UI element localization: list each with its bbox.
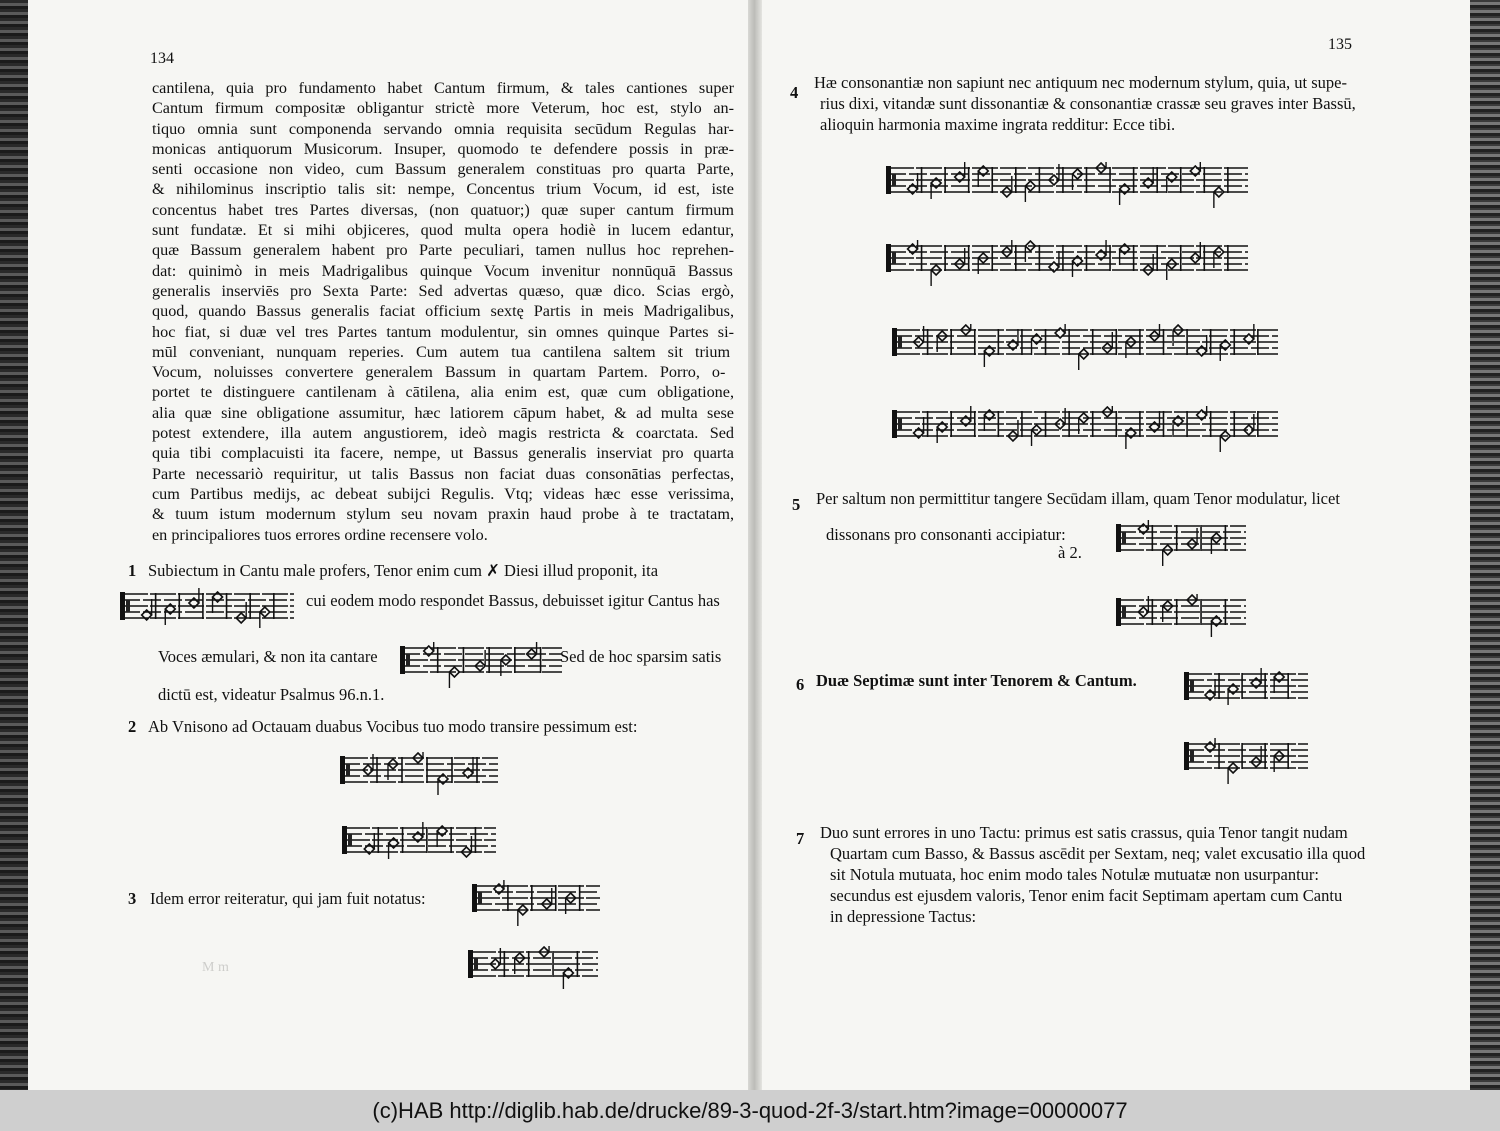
item-7-line5: in depressione Tactus: xyxy=(830,907,977,926)
item-4-number: 4 xyxy=(790,83,799,102)
scan-edge-right xyxy=(1470,0,1500,1090)
paragraph-line: Cantum firmum compositæ obligantur strictè more Veterum, hoc est, stylo an- xyxy=(152,99,734,118)
left-paragraph xyxy=(152,78,734,545)
item-4-line2: rius dixi, vitandæ sunt dissonantiæ & consonantiæ crassæ seu graves inter Bassū, xyxy=(820,94,1356,113)
music-staff-6b xyxy=(1180,738,1310,798)
left-page-number: 134 xyxy=(150,50,174,67)
left-page xyxy=(28,0,748,1090)
paragraph-line: dat: quinimò in meis Madrigalibus quinque Vocum invenitur nonnūquā Bassus xyxy=(152,261,733,280)
paragraph-line: portet te distinguere cantilenam à cātilena, alia enim est, quæ cum obligatione, xyxy=(152,383,734,402)
paragraph-line: quia tibi complacuisti ita facere, nempe, ut Bassus generalis inserviat pro quarta xyxy=(152,444,734,463)
item-2-text: Ab Vnisono ad Octauam duabus Vocibus tuo modo transire pessimum est: xyxy=(148,717,638,736)
paragraph-line: monicas antiquorum Musicorum. Insuper, quomodo te defendere possis in præ- xyxy=(152,139,734,158)
paragraph-line: generalis inserviēs pro Sexta Parte: Sed advertas quæso, quæ dico. Scias ergò, xyxy=(152,281,734,300)
item-5-line2: dissonans pro consonanti accipiatur: xyxy=(826,525,1066,544)
paragraph-line: senti occasione non video, cum Bassum generalem constituas pro quarta Parte, xyxy=(152,160,734,179)
music-staff-3a xyxy=(468,880,602,926)
music-staff-2b xyxy=(338,822,498,866)
paragraph-line: mūl conveniant, nunquam reperies. Cum autem tua cantilena saltem sit trium xyxy=(152,342,731,361)
item-5-number: 5 xyxy=(792,495,801,514)
paragraph-line: cum Partibus medijs, ac debeat subijci Regulis. Vtq; videas hæc esse verissima, xyxy=(152,484,734,503)
paragraph-line: hoc fiat, si duæ vel tres Partes tantum modulentur, sin omnes quinque Partes si- xyxy=(152,322,734,341)
item-5-label: à 2. xyxy=(1058,543,1082,562)
paragraph-line: Parte necessariò requiritur, ut talis Bassus non faciat duas consonātias perfectas, xyxy=(152,464,734,483)
paragraph-line: quæ Bassum generalem habent pro Parte peculiari, tamen nullus hoc reprehen- xyxy=(152,241,734,260)
item-1-number: 1 xyxy=(128,561,137,580)
paragraph-line: en principaliores tuos errores ordine recensere volo. xyxy=(152,525,488,544)
item-7-line3: sit Notula mutuata, hoc enim modo tales Notulæ mutuatæ non usurpantur: xyxy=(830,865,1319,884)
item-6-number: 6 xyxy=(796,675,805,694)
item-3-text: Idem error reiteratur, qui jam fuit notatus: xyxy=(150,889,426,908)
item-1-line1: Subiectum in Cantu male profers, Tenor enim cum ✗ Diesi illud proponit, ita xyxy=(148,561,659,580)
paragraph-line: cantilena, quia pro fundamento habet Cantum firmum, & tales cantiones super xyxy=(152,79,734,97)
music-staff-1a xyxy=(116,588,296,638)
paragraph-line: potest extendere, illa autem angustiorem, ideò magis restricta & coarctata. Sed xyxy=(152,424,734,443)
item-1-line2: cui eodem modo respondet Bassus, debuisset igitur Cantus has xyxy=(306,591,720,610)
music-staff-6a xyxy=(1180,668,1310,714)
left-page-signature: M m xyxy=(202,960,229,975)
paragraph-line: concentus habet tres Partes diversas, (non quatuor;) quæ super cantum firmum xyxy=(152,200,734,219)
footer-attribution: (c)HAB http://diglib.hab.de/drucke/89-3-quod-2f-3/start.htm?image=00000077 xyxy=(0,1090,1500,1131)
music-staff-1b xyxy=(396,642,564,688)
item-7-line1: Duo sunt errores in uno Tactu: primus est satis crassus, quia Tenor tangit nudam xyxy=(820,823,1348,842)
item-1-line3a: Voces æmulari, & non ita cantare xyxy=(158,647,378,666)
music-staff-4b xyxy=(882,240,1250,292)
paragraph-line: tiquo omnia sunt componenda servando omnia requisita secūdum Regulas har- xyxy=(152,119,734,138)
item-1-line4: dictū est, videatur Psalmus 96.n.1. xyxy=(158,685,385,704)
paragraph-line: & nihilominus inscriptio talis sit: nempe, Concentus trium Vocum, id est, iste xyxy=(152,180,734,199)
scan-edge-left xyxy=(0,0,28,1090)
music-staff-3b xyxy=(464,946,600,992)
item-6-line1: Duæ Septimæ sunt inter Tenorem & Cantum. xyxy=(816,671,1137,690)
paragraph-line: alia quæ sine obligatione assumitur, hæc latiorem cāpum habet, & ad multa sese xyxy=(152,403,734,422)
music-staff-2a xyxy=(336,752,500,798)
item-7-line2: Quartam cum Basso, & Bassus ascēdit per Sextam, neq; valet excusatio illa quod xyxy=(830,844,1366,863)
item-2-number: 2 xyxy=(128,717,137,736)
right-page-number: 135 xyxy=(1328,36,1352,53)
item-3-number: 3 xyxy=(128,889,137,908)
right-page xyxy=(762,0,1470,1090)
item-4-line1: Hæ consonantiæ non sapiunt nec antiquum nec modernum stylum, quia, ut supe- xyxy=(814,73,1347,92)
paragraph-line: Vocum, noluisses convertere generalem Bassum in quartam Partem. Porro, o- xyxy=(152,363,726,382)
book-gutter xyxy=(748,0,762,1090)
music-staff-4d xyxy=(888,406,1280,458)
paragraph-line: quod, quando Bassus generalis faciat officium sextę Partis in meis Madrigalibus, xyxy=(152,302,734,321)
item-7-line4: secundus est ejusdem valoris, Tenor enim facit Septimam apertam cum Cantu xyxy=(830,886,1343,905)
item-7-number: 7 xyxy=(796,829,805,848)
item-5-line1: Per saltum non permittitur tangere Secūdam illam, quam Tenor modulatur, licet xyxy=(816,489,1340,508)
music-staff-4c xyxy=(888,324,1280,370)
paragraph-line: sunt fundatæ. Et si mihi objiceres, quod multa opera hodiè in lucem edantur, xyxy=(152,221,734,240)
paragraph-line: & tuum istum modernum stylum seu novam praxin haud probe à te tractatam, xyxy=(152,505,734,524)
music-staff-5a xyxy=(1112,520,1248,566)
music-staff-5b xyxy=(1112,594,1248,638)
item-4-line3: alioquin harmonia maxime ingrata redditur: Ecce tibi. xyxy=(820,115,1176,134)
music-staff-4a xyxy=(882,162,1250,220)
item-1-line3b: Sed de hoc sparsim satis xyxy=(560,647,722,666)
